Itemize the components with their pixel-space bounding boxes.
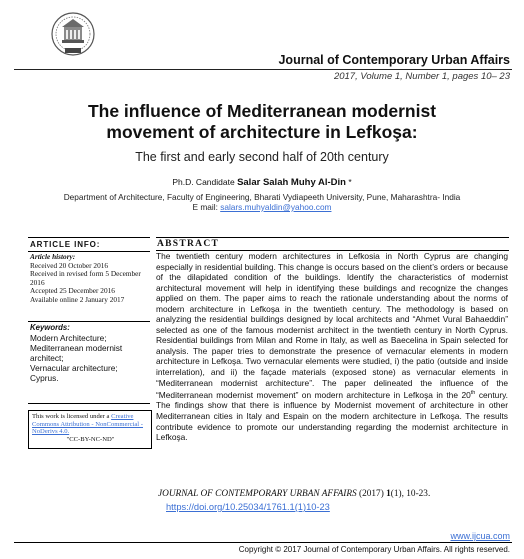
abstract-top-rule <box>156 237 509 238</box>
header-divider <box>14 69 512 70</box>
author-name: Salar Salah Muhy Al-Din <box>237 177 346 188</box>
history-label: Article history: <box>30 252 76 261</box>
reference-volume: 1 <box>386 489 391 499</box>
reference-line <box>158 489 430 499</box>
keywords-label: Keywords: <box>30 323 70 332</box>
history-online: Available online 2 January 2017 <box>30 294 125 304</box>
author-affiliation: Department of Architecture, Faculty of Engineering, Bharati Vydiapeeth University, Pune, Maharashtra- India <box>63 192 461 202</box>
keyword-item: Mediterranean modernist architect; <box>30 343 123 363</box>
citation-line: 2017, Volume 1, Number 1, pages 10– 23 <box>333 71 510 82</box>
keyword-item: Modern Architecture; <box>30 333 107 343</box>
keywords-rule <box>28 321 150 322</box>
abstract-body <box>156 251 508 443</box>
copyright-notice: Copyright © 2017 Journal of Contemporary Urban Affairs. All rights reserved. <box>238 545 510 554</box>
journal-emblem-icon <box>50 10 96 60</box>
footer-divider <box>14 542 512 543</box>
abstract-heading: ABSTRACT <box>157 239 220 249</box>
title-line-2: movement of architecture in Lefkoşa: <box>106 122 418 142</box>
article-info-heading: ARTICLE INFO: <box>30 240 101 249</box>
info-top-rule <box>28 237 150 238</box>
history-revised: Received in revised form 5 December 2016 <box>30 269 141 287</box>
title-line-1: The influence of Mediterranean modernist <box>87 101 437 121</box>
abstract-text-main: The twentieth century modern architectures in Lefkosia in North Cyprus are changing especially in residential building. This change is occurs based on the client’s orders or because of the dilapidated condition of the buildings. Identify the characteristics of modernist architectural movement will help in identifying these buildings and recognize the changes applied on them. The paper aims to reach the rationale understanding about the norms of modern architecture in Lefkoşa in the twentieth century. The methodology is based on analyzing the residential buildings designed by local architects and “Ahmet Vural Bahaeddin” selected as one of the famous modernist architect in the twentieth century in North Cyprus. Residential buildings from Milan and Rome in Italy, as well as Baecelina in Spain selected for analysis. The paper tries to demonstrate the presence of vernacular elements in modern architecture in Lefkoşa. Two vernacular elements were studied, i) the patio (outside and inside interrelation), and ii) the façade materials (exposed stone) as vernacular elements in “Mediterranean modernist architecture”. The paper delineated the influence of the “Mediterranean modernist movement” on modern architecture in Lefkoşa in the 20 <box>156 251 508 400</box>
reference-journal: JOURNAL OF CONTEMPORARY URBAN AFFAIRS <box>158 489 357 499</box>
paper-title <box>0 101 524 143</box>
author-mark: * <box>348 177 352 187</box>
history-accepted: Accepted 25 December 2016 <box>30 286 115 296</box>
email-label: E mail: <box>192 202 218 212</box>
author-line <box>0 177 524 188</box>
keywords-bottom-rule <box>28 403 150 404</box>
website-link[interactable]: www.ijcua.com <box>450 531 510 541</box>
journal-name: Journal of Contemporary Urban Affairs <box>278 53 510 67</box>
abstract-text-rest: century. The findings show that there is influence by Modernist movement of architecture in other Mediterranean cities in Italy and Espain on the modern architecture in Lefkoşa. The results contribute evidence to promote our understanding regarding the modernist architecture in Lefkoşa. <box>156 389 508 443</box>
reference-pages: (1), 10-23. <box>390 489 431 499</box>
history-received: Received 20 October 2016 <box>30 260 109 270</box>
email-line <box>0 202 524 212</box>
keyword-item: Cyprus. <box>30 373 59 383</box>
license-code: "CC-BY-NC-ND" <box>66 435 115 443</box>
license-text: This work is licensed under a <box>32 413 110 420</box>
email-link[interactable]: salars.muhyaldin@yahoo.com <box>220 202 332 212</box>
author-prefix: Ph.D. Candidate <box>172 177 235 187</box>
license-link[interactable]: Creative Commons Attribution - NonCommercial - NoDerivs 4.0. <box>32 413 143 436</box>
license-box <box>28 410 152 449</box>
article-history <box>30 253 150 305</box>
doi-link[interactable]: https://doi.org/10.25034/1761.1(1)10-23 <box>166 502 330 512</box>
reference-year: (2017) <box>359 489 384 499</box>
keyword-item: Vernacular architecture; <box>30 363 118 373</box>
keywords-section <box>30 323 150 383</box>
abstract-text-superscript: th <box>470 390 476 397</box>
paper-subtitle: The first and early second half of 20th century <box>135 150 389 164</box>
